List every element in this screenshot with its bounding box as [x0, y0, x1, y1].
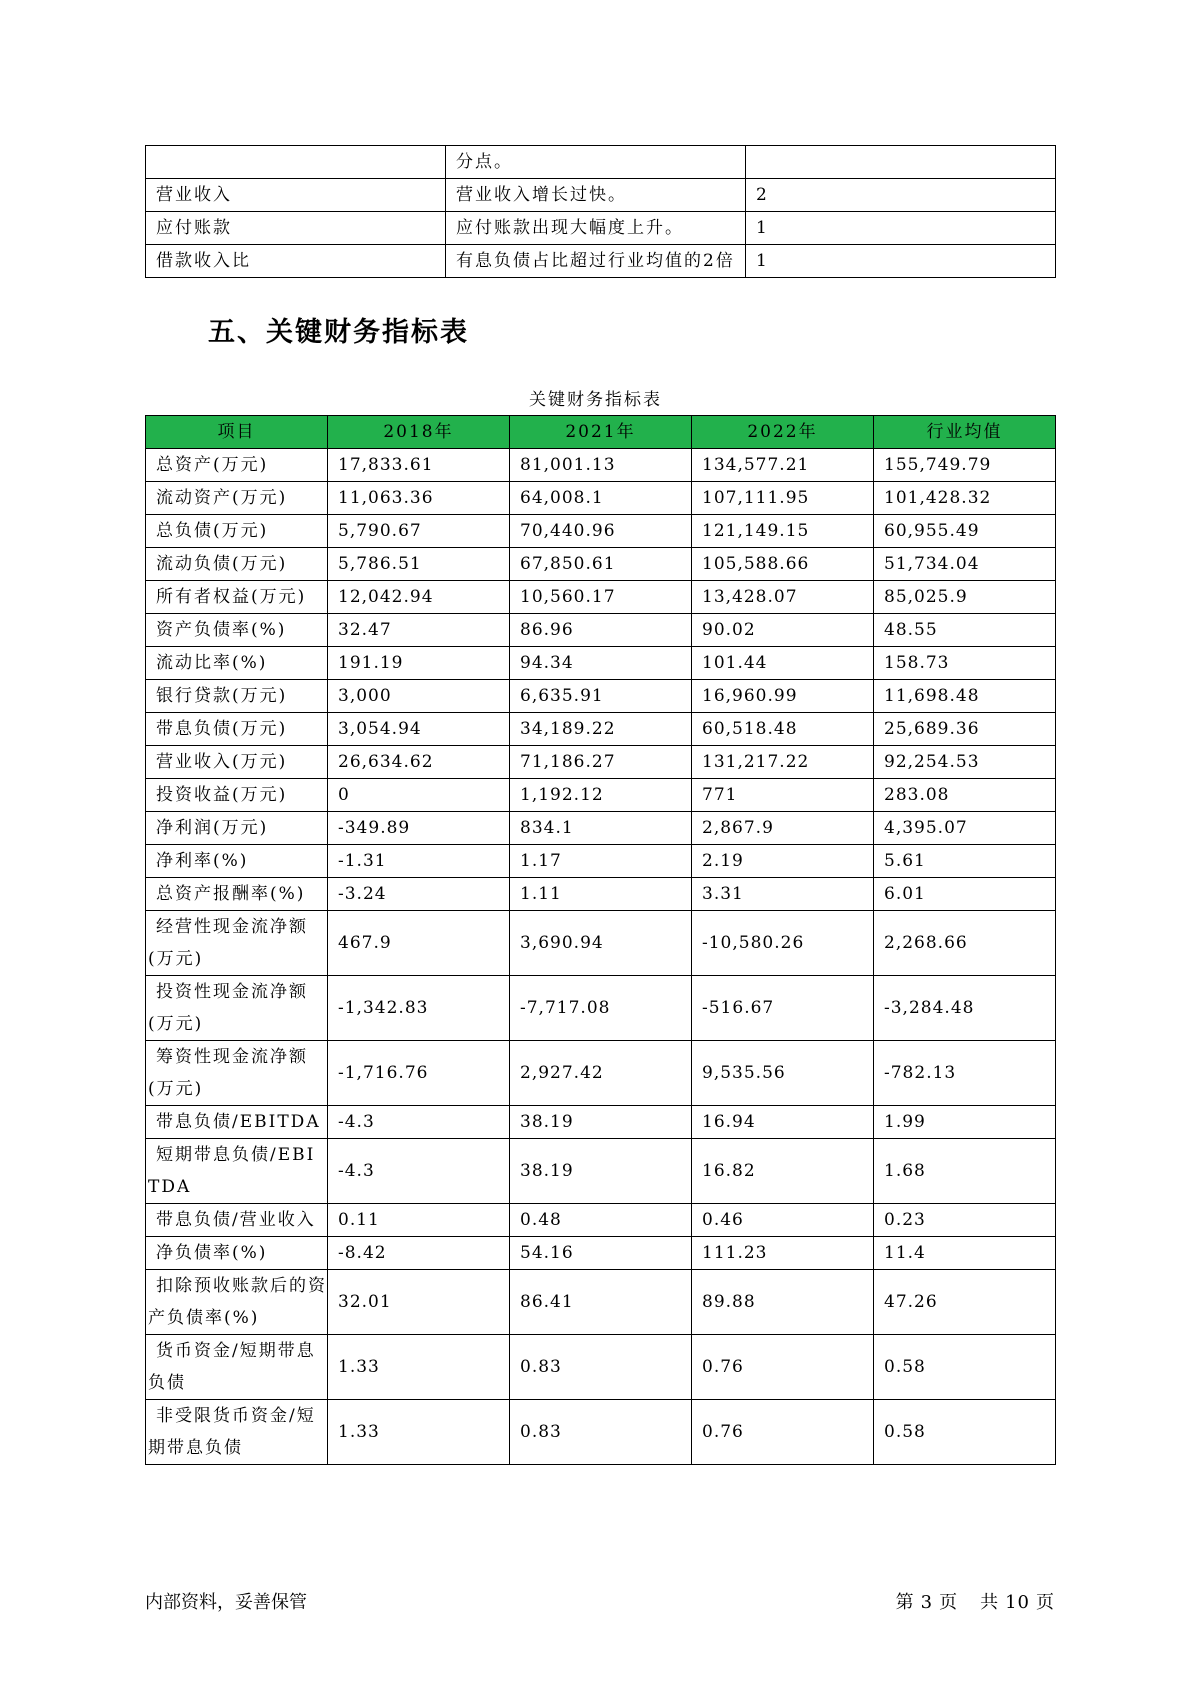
indicator-value-cell: -1,716.76: [328, 1041, 510, 1106]
indicator-value-cell: 34,189.22: [510, 713, 692, 746]
indicator-value-cell: 3.31: [692, 878, 874, 911]
indicator-value-cell: 191.19: [328, 647, 510, 680]
indicator-value-cell: 11,698.48: [874, 680, 1056, 713]
indicator-label-cell: 银行贷款(万元): [146, 680, 328, 713]
indicator-value-cell: 0.58: [874, 1400, 1056, 1465]
indicator-value-cell: 92,254.53: [874, 746, 1056, 779]
indicator-value-cell: 1.17: [510, 845, 692, 878]
indicator-value-cell: 67,850.61: [510, 548, 692, 581]
indicator-value-cell: 0: [328, 779, 510, 812]
indicator-value-cell: -4.3: [328, 1106, 510, 1139]
indicator-value-cell: 101.44: [692, 647, 874, 680]
indicator-value-cell: 86.96: [510, 614, 692, 647]
table-row: [146, 614, 1056, 647]
indicator-value-cell: -7,717.08: [510, 976, 692, 1041]
indicator-label-cell: 投资性现金流净额(万元): [146, 976, 328, 1041]
indicator-value-cell: 54.16: [510, 1237, 692, 1270]
table-row: [146, 647, 1056, 680]
indicator-value-cell: 155,749.79: [874, 449, 1056, 482]
indicator-value-cell: 4,395.07: [874, 812, 1056, 845]
indicator-value-cell: 134,577.21: [692, 449, 874, 482]
table-row: [146, 1400, 1056, 1465]
indicator-value-cell: 111.23: [692, 1237, 874, 1270]
indicator-value-cell: 158.73: [874, 647, 1056, 680]
indicator-value-cell: 16.94: [692, 1106, 874, 1139]
table-row: [146, 1139, 1056, 1204]
table-row: [146, 581, 1056, 614]
indicator-value-cell: 0.76: [692, 1400, 874, 1465]
indicator-value-cell: 1.33: [328, 1400, 510, 1465]
indicator-value-cell: 5.61: [874, 845, 1056, 878]
indicator-value-cell: 3,690.94: [510, 911, 692, 976]
indicator-name-cell: 借款收入比: [146, 245, 446, 278]
indicator-description-cell: 应付账款出现大幅度上升。: [446, 212, 746, 245]
indicator-value-cell: -10,580.26: [692, 911, 874, 976]
indicator-value-cell: 38.19: [510, 1139, 692, 1204]
table-row: [146, 911, 1056, 976]
indicator-value-cell: 86.41: [510, 1270, 692, 1335]
indicator-value-cell: 64,008.1: [510, 482, 692, 515]
indicator-label-cell: 净利润(万元): [146, 812, 328, 845]
indicator-value-cell: 0.46: [692, 1204, 874, 1237]
indicator-value-cell: 0.23: [874, 1204, 1056, 1237]
indicator-value-cell: -3.24: [328, 878, 510, 911]
table-row: [146, 976, 1056, 1041]
table-header-row: [146, 416, 1056, 449]
indicator-label-cell: 货币资金/短期带息负债: [146, 1335, 328, 1400]
indicator-value-cell: 1,192.12: [510, 779, 692, 812]
indicator-label-cell: 净负债率(%): [146, 1237, 328, 1270]
indicator-label-cell: 短期带息负债/EBITDA: [146, 1139, 328, 1204]
indicator-value-cell: 32.01: [328, 1270, 510, 1335]
indicator-value-cell: 25,689.36: [874, 713, 1056, 746]
indicator-value-cell: 6.01: [874, 878, 1056, 911]
table-row: [146, 1237, 1056, 1270]
table-row: [146, 482, 1056, 515]
indicator-value-cell: 107,111.95: [692, 482, 874, 515]
indicator-score-cell: 1: [746, 245, 1056, 278]
indicator-value-cell: 2,268.66: [874, 911, 1056, 976]
indicator-value-cell: 11.4: [874, 1237, 1056, 1270]
indicator-value-cell: 771: [692, 779, 874, 812]
indicator-value-cell: -4.3: [328, 1139, 510, 1204]
indicator-label-cell: 净利率(%): [146, 845, 328, 878]
indicator-description-cell: 有息负债占比超过行业均值的2倍: [446, 245, 746, 278]
indicator-label-cell: 流动比率(%): [146, 647, 328, 680]
indicator-value-cell: 16,960.99: [692, 680, 874, 713]
indicator-value-cell: 0.48: [510, 1204, 692, 1237]
table-row: [146, 1041, 1056, 1106]
total-pages: 10: [1005, 1592, 1030, 1613]
indicator-label-cell: 总资产报酬率(%): [146, 878, 328, 911]
indicator-value-cell: 467.9: [328, 911, 510, 976]
indicator-description-cell: 营业收入增长过快。: [446, 179, 746, 212]
indicator-value-cell: 0.76: [692, 1335, 874, 1400]
indicator-value-cell: 1.33: [328, 1335, 510, 1400]
indicator-value-cell: 0.83: [510, 1335, 692, 1400]
indicator-label-cell: 带息负债/营业收入: [146, 1204, 328, 1237]
indicator-value-cell: 6,635.91: [510, 680, 692, 713]
indicator-value-cell: 90.02: [692, 614, 874, 647]
indicator-value-cell: 9,535.56: [692, 1041, 874, 1106]
table-row: [146, 845, 1056, 878]
table-row: [146, 146, 1056, 179]
indicator-value-cell: 47.26: [874, 1270, 1056, 1335]
indicator-value-cell: 12,042.94: [328, 581, 510, 614]
indicator-value-cell: 60,955.49: [874, 515, 1056, 548]
column-header: 行业均值: [874, 416, 1056, 449]
indicator-score-cell: 1: [746, 212, 1056, 245]
indicator-value-cell: 26,634.62: [328, 746, 510, 779]
indicator-value-cell: 48.55: [874, 614, 1056, 647]
indicator-value-cell: 121,149.15: [692, 515, 874, 548]
table-row: [146, 779, 1056, 812]
indicator-value-cell: 105,588.66: [692, 548, 874, 581]
indicator-value-cell: 1.11: [510, 878, 692, 911]
indicator-value-cell: 0.58: [874, 1335, 1056, 1400]
table-row: [146, 1335, 1056, 1400]
table-row: [146, 212, 1056, 245]
indicator-value-cell: 131,217.22: [692, 746, 874, 779]
indicator-label-cell: 投资收益(万元): [146, 779, 328, 812]
indicator-value-cell: -3,284.48: [874, 976, 1056, 1041]
indicator-value-cell: 85,025.9: [874, 581, 1056, 614]
table-row: [146, 1204, 1056, 1237]
indicator-value-cell: 17,833.61: [328, 449, 510, 482]
indicator-value-cell: 16.82: [692, 1139, 874, 1204]
indicator-value-cell: -8.42: [328, 1237, 510, 1270]
indicator-name-cell: [146, 146, 446, 179]
indicator-value-cell: 5,790.67: [328, 515, 510, 548]
indicator-label-cell: 总资产(万元): [146, 449, 328, 482]
table-row: [146, 1106, 1056, 1139]
indicator-value-cell: 38.19: [510, 1106, 692, 1139]
indicator-value-cell: 1.68: [874, 1139, 1056, 1204]
footer-confidential-note: 内部资料，妥善保管: [145, 1592, 307, 1613]
page-number: [890, 1588, 1055, 1614]
indicator-value-cell: 32.47: [328, 614, 510, 647]
indicator-description-cell: 分点。: [446, 146, 746, 179]
indicator-value-cell: -1.31: [328, 845, 510, 878]
indicator-value-cell: 81,001.13: [510, 449, 692, 482]
indicator-value-cell: 834.1: [510, 812, 692, 845]
indicator-value-cell: 0.83: [510, 1400, 692, 1465]
indicator-value-cell: 89.88: [692, 1270, 874, 1335]
indicator-value-cell: -782.13: [874, 1041, 1056, 1106]
table-row: [146, 878, 1056, 911]
indicator-value-cell: 2.19: [692, 845, 874, 878]
table-row: [146, 713, 1056, 746]
page-prefix: 第: [895, 1592, 915, 1613]
indicator-label-cell: 经营性现金流净额(万元): [146, 911, 328, 976]
indicator-value-cell: 2,867.9: [692, 812, 874, 845]
table-caption: 关键财务指标表: [529, 390, 662, 410]
indicator-label-cell: 流动负债(万元): [146, 548, 328, 581]
indicator-value-cell: 60,518.48: [692, 713, 874, 746]
indicator-value-cell: 13,428.07: [692, 581, 874, 614]
indicator-value-cell: 11,063.36: [328, 482, 510, 515]
indicator-value-cell: 5,786.51: [328, 548, 510, 581]
table-row: [146, 179, 1056, 212]
indicator-value-cell: 0.11: [328, 1204, 510, 1237]
table-row: [146, 515, 1056, 548]
indicator-value-cell: 3,000: [328, 680, 510, 713]
indicator-value-cell: -1,342.83: [328, 976, 510, 1041]
indicator-value-cell: 51,734.04: [874, 548, 1056, 581]
total-prefix: 共: [980, 1592, 1000, 1613]
indicator-value-cell: 1.99: [874, 1106, 1056, 1139]
column-header: 项目: [146, 416, 328, 449]
current-page: 3: [920, 1592, 934, 1613]
page-unit: 页: [939, 1592, 959, 1613]
column-header: 2018年: [328, 416, 510, 449]
indicator-label-cell: 营业收入(万元): [146, 746, 328, 779]
indicator-label-cell: 带息负债(万元): [146, 713, 328, 746]
indicator-value-cell: -516.67: [692, 976, 874, 1041]
indicator-value-cell: 2,927.42: [510, 1041, 692, 1106]
key-financial-indicators-table: [145, 415, 1056, 1465]
indicator-value-cell: 101,428.32: [874, 482, 1056, 515]
table-row: [146, 812, 1056, 845]
indicator-score-cell: 2: [746, 179, 1056, 212]
indicator-value-cell: 70,440.96: [510, 515, 692, 548]
indicator-value-cell: 3,054.94: [328, 713, 510, 746]
indicator-label-cell: 总负债(万元): [146, 515, 328, 548]
column-header: 2021年: [510, 416, 692, 449]
indicator-label-cell: 筹资性现金流净额(万元): [146, 1041, 328, 1106]
table-row: [146, 548, 1056, 581]
indicator-label-cell: 非受限货币资金/短期带息负债: [146, 1400, 328, 1465]
indicator-label-cell: 流动资产(万元): [146, 482, 328, 515]
indicator-value-cell: 94.34: [510, 647, 692, 680]
indicator-name-cell: 应付账款: [146, 212, 446, 245]
indicator-label-cell: 资产负债率(%): [146, 614, 328, 647]
indicator-value-cell: 283.08: [874, 779, 1056, 812]
table-row: [146, 1270, 1056, 1335]
indicator-name-cell: 营业收入: [146, 179, 446, 212]
table-row: [146, 449, 1056, 482]
indicator-value-cell: 71,186.27: [510, 746, 692, 779]
column-header: 2022年: [692, 416, 874, 449]
total-unit: 页: [1036, 1592, 1055, 1613]
indicator-label-cell: 所有者权益(万元): [146, 581, 328, 614]
table-row: [146, 746, 1056, 779]
indicator-value-cell: -349.89: [328, 812, 510, 845]
table-row: [146, 245, 1056, 278]
section-heading: 五、关键财务指标表: [208, 317, 469, 348]
indicator-label-cell: 扣除预收账款后的资产负债率(%): [146, 1270, 328, 1335]
table-body: [146, 449, 1056, 1465]
table-row: [146, 680, 1056, 713]
indicator-label-cell: 带息负债/EBITDA: [146, 1106, 328, 1139]
indicator-score-cell: [746, 146, 1056, 179]
indicator-value-cell: 10,560.17: [510, 581, 692, 614]
risk-indicator-table: [145, 145, 1056, 278]
